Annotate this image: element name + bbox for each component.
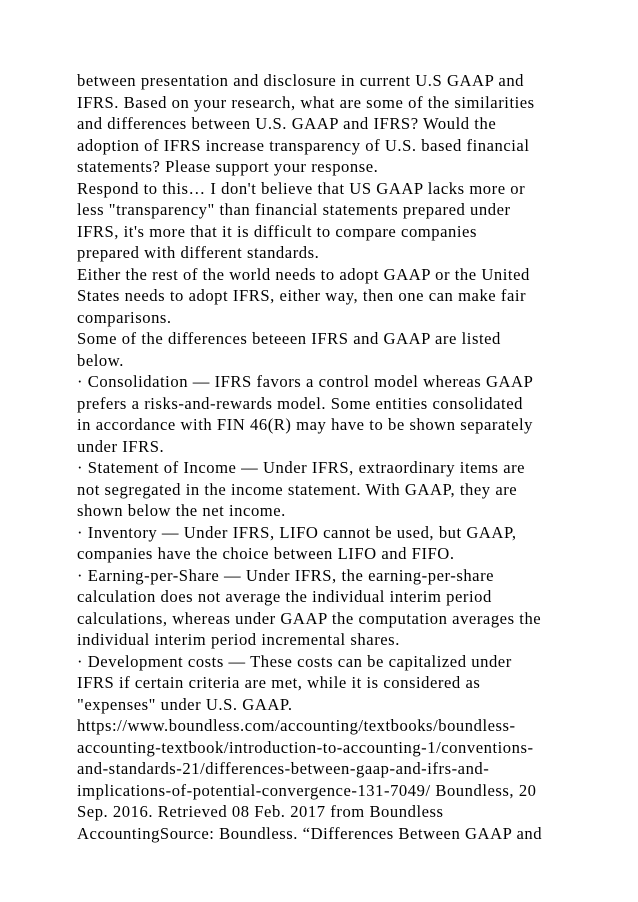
text-line: States needs to adopt IFRS, either way, then one can make fair — [77, 286, 527, 305]
text-line: prefers a risks-and-rewards model. Some entities consolidated — [77, 393, 523, 413]
text-line: under IFRS. — [77, 436, 165, 456]
text-line: comparisons. — [77, 307, 172, 327]
text-line: individual interim period incremental shares. — [77, 630, 400, 649]
text-line: companies have the choice between LIFO and FIFO. — [77, 544, 455, 563]
text-line: Some of the differences beteeen IFRS and GAAP are listed — [77, 329, 501, 348]
text-line: Respond to this… I don't believe that US GAAP lacks more or — [77, 178, 526, 198]
text-line: not segregated in the income statement. With GAAP, they are — [77, 479, 518, 499]
document-body — [77, 70, 567, 844]
text-line: calculations, whereas under GAAP the computation averages the — [77, 608, 542, 628]
list-item-line: · Development costs — These costs can be capitalized under — [77, 651, 512, 671]
text-line: IFRS. Based on your research, what are some of the similarities — [77, 92, 535, 112]
list-item-line: · Inventory — Under IFRS, LIFO cannot be used, but GAAP, — [77, 522, 517, 542]
citation-line: AccountingSource: Boundless. “Differences Between GAAP and — [77, 823, 543, 843]
url-line: accounting-textbook/introduction-to-accounting-1/conventions- — [77, 737, 534, 757]
text-line: and differences between U.S. GAAP and IFRS? Would the — [77, 114, 497, 133]
text-line: less "transparency" than financial statements prepared under — [77, 200, 511, 219]
text-line: below. — [77, 350, 124, 370]
url-line: https://www.boundless.com/accounting/textbooks/boundless- — [77, 716, 516, 735]
text-line: IFRS, it's more that it is difficult to compare companies — [77, 221, 477, 241]
text-line: statements? Please support your response. — [77, 157, 379, 176]
text-line: between presentation and disclosure in current U.S GAAP and — [77, 71, 525, 90]
list-item-line: · Statement of Income — Under IFRS, extraordinary items are — [77, 458, 526, 477]
text-line: IFRS if certain criteria are met, while it is considered as — [77, 673, 481, 692]
text-line: adoption of IFRS increase transparency of U.S. based financial — [77, 135, 530, 155]
list-item-line: · Earning-per-Share — Under IFRS, the earning-per-share — [77, 565, 495, 585]
text-line: "expenses" under U.S. GAAP. — [77, 694, 293, 714]
text-line: Either the rest of the world needs to adopt GAAP or the United — [77, 264, 530, 284]
text-line: prepared with different standards. — [77, 243, 320, 262]
text-line: shown below the net income. — [77, 501, 286, 520]
url-line: and-standards-21/differences-between-gaap-and-ifrs-and- — [77, 759, 490, 778]
citation-line: Sep. 2016. Retrieved 08 Feb. 2017 from Boundless — [77, 802, 444, 821]
citation-line: implications-of-potential-convergence-131-7049/ Boundless, 20 — [77, 780, 537, 800]
list-item-line: · Consolidation — IFRS favors a control model whereas GAAP — [77, 372, 534, 391]
text-line: in accordance with FIN 46(R) may have to be shown separately — [77, 415, 534, 434]
text-line: calculation does not average the individual interim period — [77, 587, 492, 606]
